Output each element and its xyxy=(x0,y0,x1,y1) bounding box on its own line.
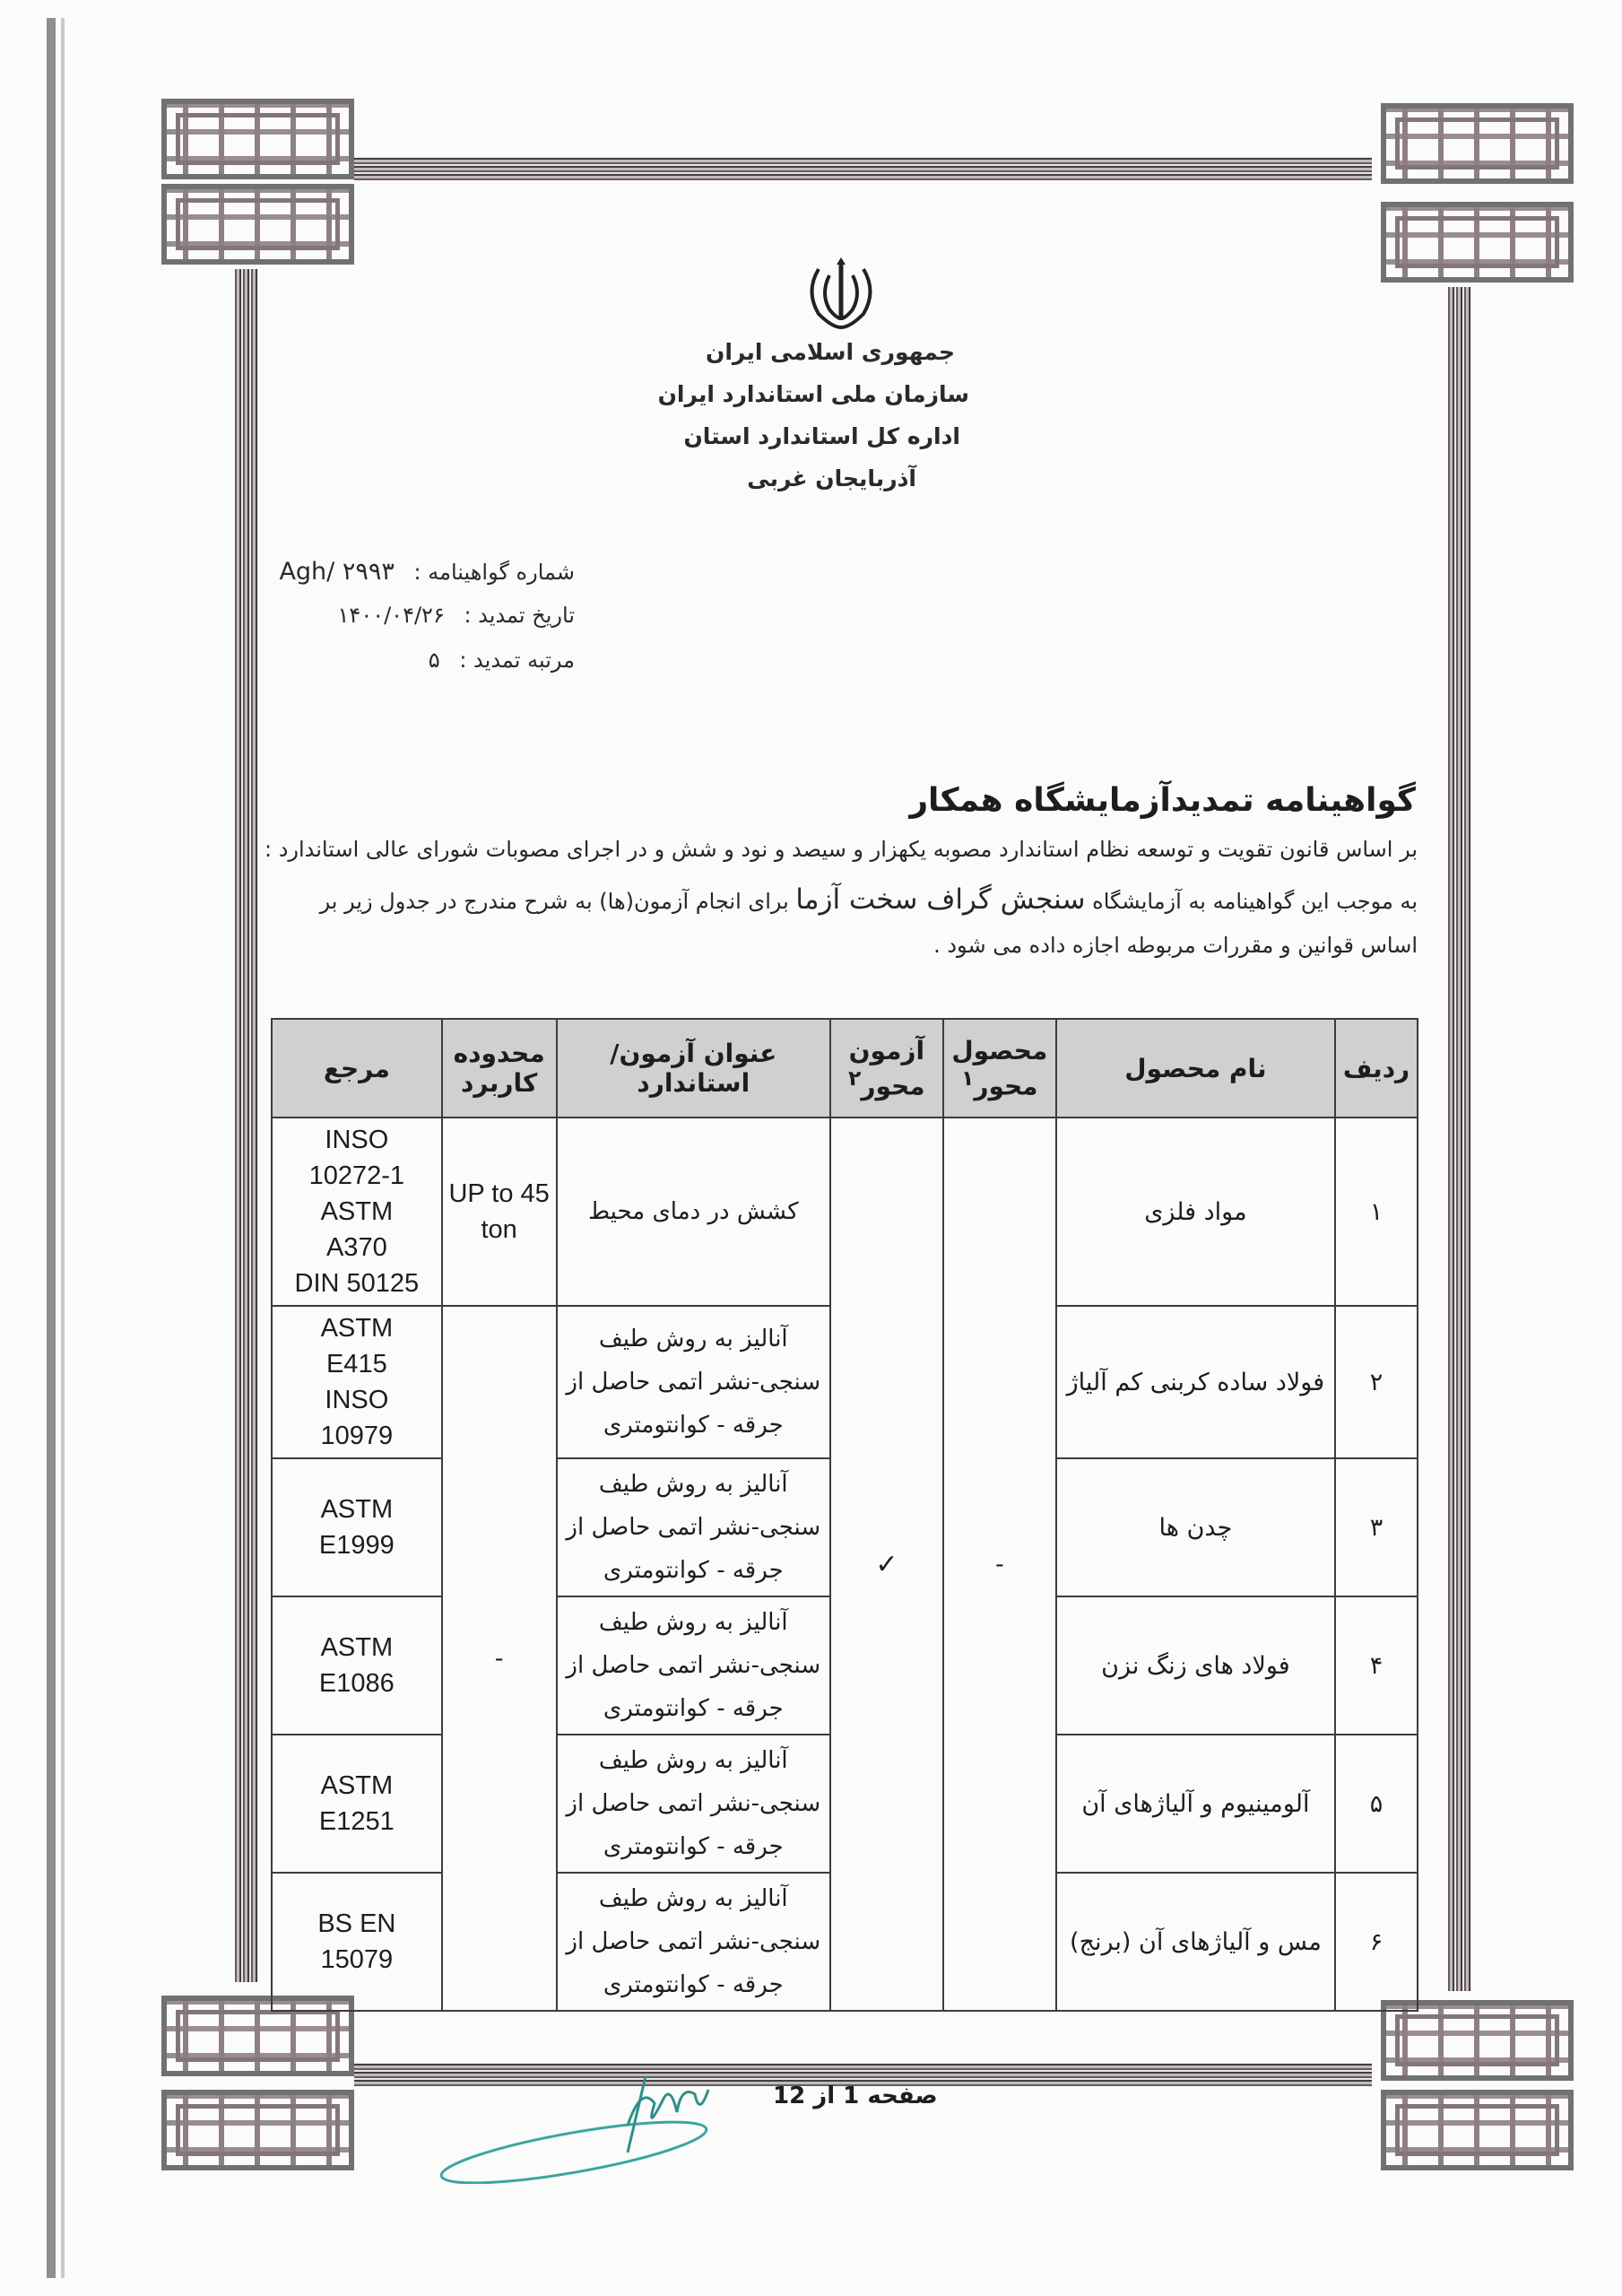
body-line-1: بر اساس قانون تقویت و توسعه نظام استاندارد مصوبه یکهزار و سیصد و نود و شش و در اجرای مصوبات شورای عالی استاندارد : xyxy=(264,837,1418,862)
row-number-cell: ۵ xyxy=(1335,1735,1418,1873)
corner-ornament-bottom-right xyxy=(1381,2000,1574,2081)
product-name-cell: آلومینیوم و آلیاژهای آن xyxy=(1056,1735,1335,1873)
cert-number xyxy=(279,558,575,586)
body-line-2-pre: به موجب این گواهینامه به آزمایشگاه xyxy=(1092,889,1418,914)
renewal-date-value: ۱۴۰۰/۰۴/۲۶ xyxy=(337,603,445,628)
reference-line: E1251 xyxy=(318,1807,395,1836)
test-title-cell: آنالیز به روش طیف سنجی-نشر اتمی حاصل از جرقه - کوانتومتری xyxy=(557,1873,830,2011)
iran-emblem-icon xyxy=(801,256,881,332)
test-axis-cell: ✓ xyxy=(830,1118,943,2011)
border-band-left xyxy=(235,269,258,1982)
reference-cell xyxy=(272,1596,442,1735)
col-header-test-axis-sup: ۲ xyxy=(848,1065,862,1091)
col-header-test-axis-label: آزمون محور xyxy=(848,1035,925,1101)
col-header-reference: مرجع xyxy=(272,1019,442,1118)
header-province: آذربایجان غربی xyxy=(747,465,916,491)
reference-line: 15079 xyxy=(320,1945,394,1974)
col-header-product-axis-label: محصول محور xyxy=(951,1035,1048,1101)
range-cell: UP to 45 ton xyxy=(442,1118,557,1306)
row-number-cell: ۴ xyxy=(1335,1596,1418,1735)
corner-ornament-top-left xyxy=(161,99,354,179)
col-header-row-number: ردیف xyxy=(1335,1019,1418,1118)
col-header-test-axis xyxy=(830,1019,943,1118)
scope-table xyxy=(271,1018,1418,2012)
test-title-cell: آنالیز به روش طیف سنجی-نشر اتمی حاصل از جرقه - کوانتومتری xyxy=(557,1458,830,1596)
page-number: صفحه 1 از 12 xyxy=(773,2083,938,2109)
reference-line: A370 xyxy=(325,1233,387,1262)
product-axis-cell: - xyxy=(943,1118,1056,2011)
signature-icon xyxy=(439,2049,762,2184)
lab-name: سنجش گراف سخت آزما xyxy=(795,883,1086,916)
body-line-2 xyxy=(320,883,1418,916)
certificate-title: گواهینامه تمدیدآزمایشگاه همکار xyxy=(909,782,1416,819)
body-line-2-post: برای انجام آزمون(ها) به شرح مندرج در جدول زیر بر xyxy=(319,889,789,914)
reference-line: INSO xyxy=(325,1126,389,1154)
reference-line: DIN 50125 xyxy=(294,1269,420,1298)
header-organization: سازمان ملی استاندارد ایران xyxy=(657,381,969,407)
corner-ornament-bottom-left-2 xyxy=(161,2090,354,2170)
body-line-3: اساس قوانین و مقررات مربوطه اجازه داده می شود . xyxy=(933,933,1418,958)
reference-line: ASTM xyxy=(320,1633,394,1662)
corner-ornament-top-right xyxy=(1381,103,1574,184)
test-title-cell: آنالیز به روش طیف سنجی-نشر اتمی حاصل از جرقه - کوانتومتری xyxy=(557,1596,830,1735)
row-number-cell: ۶ xyxy=(1335,1873,1418,2011)
header-republic: جمهوری اسلامی ایران xyxy=(706,339,955,365)
reference-cell xyxy=(272,1306,442,1458)
range-cell: - xyxy=(442,1306,557,2011)
reference-line: E1999 xyxy=(318,1531,395,1560)
header-office: اداره کل استاندارد استان xyxy=(683,423,960,449)
cert-number-label: شماره گواهینامه : xyxy=(413,560,575,585)
scan-edge-inner xyxy=(61,18,65,2278)
row-number-cell: ۱ xyxy=(1335,1118,1418,1306)
renewal-date-label: تاریخ تمدید : xyxy=(464,603,575,628)
product-name-cell: فولاد ساده کربنی کم آلیاژ xyxy=(1056,1306,1335,1458)
reference-line: 10979 xyxy=(320,1422,394,1450)
border-band-right xyxy=(1448,287,1471,1991)
row-number-cell: ۳ xyxy=(1335,1458,1418,1596)
corner-ornament-bottom-right-2 xyxy=(1381,2090,1574,2170)
corner-ornament-top-right-2 xyxy=(1381,202,1574,283)
reference-line: INSO xyxy=(325,1386,389,1414)
reference-line: E1086 xyxy=(318,1669,395,1698)
table-header-row xyxy=(272,1019,1418,1118)
reference-line: ASTM xyxy=(320,1495,394,1524)
test-title-cell: آنالیز به روش طیف سنجی-نشر اتمی حاصل از جرقه - کوانتومتری xyxy=(557,1735,830,1873)
col-header-product-name: نام محصول xyxy=(1056,1019,1335,1118)
product-name-cell: فولاد های زنگ نزن xyxy=(1056,1596,1335,1735)
border-band-top xyxy=(354,157,1372,180)
col-header-product-axis-sup: ۱ xyxy=(961,1065,975,1091)
renewal-date xyxy=(338,603,575,628)
test-title-cell: کشش در دمای محیط xyxy=(557,1118,830,1306)
cert-number-value: Agh/ ۲۹۹۳ xyxy=(279,558,395,586)
renewal-count-value: ۵ xyxy=(428,648,440,673)
col-header-product-axis xyxy=(943,1019,1056,1118)
reference-line: ASTM xyxy=(320,1197,394,1226)
reference-cell xyxy=(272,1873,442,2011)
product-name-cell: مواد فلزی xyxy=(1056,1118,1335,1306)
renewal-count-label: مرتبه تمدید : xyxy=(459,648,575,673)
reference-line: ASTM xyxy=(320,1771,394,1800)
renewal-count xyxy=(429,648,575,673)
scan-edge xyxy=(47,18,56,2278)
product-name-cell: مس و آلیاژهای آن (برنج) xyxy=(1056,1873,1335,2011)
row-number-cell: ۲ xyxy=(1335,1306,1418,1458)
reference-line: E415 xyxy=(325,1350,387,1378)
reference-line: ASTM xyxy=(320,1314,394,1343)
reference-cell xyxy=(272,1735,442,1873)
reference-cell xyxy=(272,1118,442,1306)
reference-line: BS EN xyxy=(317,1909,396,1938)
col-header-range: محدوده کاربرد xyxy=(442,1019,557,1118)
table-row xyxy=(272,1118,1418,1306)
reference-cell xyxy=(272,1458,442,1596)
product-name-cell: چدن ها xyxy=(1056,1458,1335,1596)
reference-line: 10272-1 xyxy=(308,1161,405,1190)
test-title-cell: آنالیز به روش طیف سنجی-نشر اتمی حاصل از جرقه - کوانتومتری xyxy=(557,1306,830,1458)
corner-ornament-top-left-2 xyxy=(161,184,354,265)
col-header-test-title: عنوان آزمون/استاندارد xyxy=(557,1019,830,1118)
